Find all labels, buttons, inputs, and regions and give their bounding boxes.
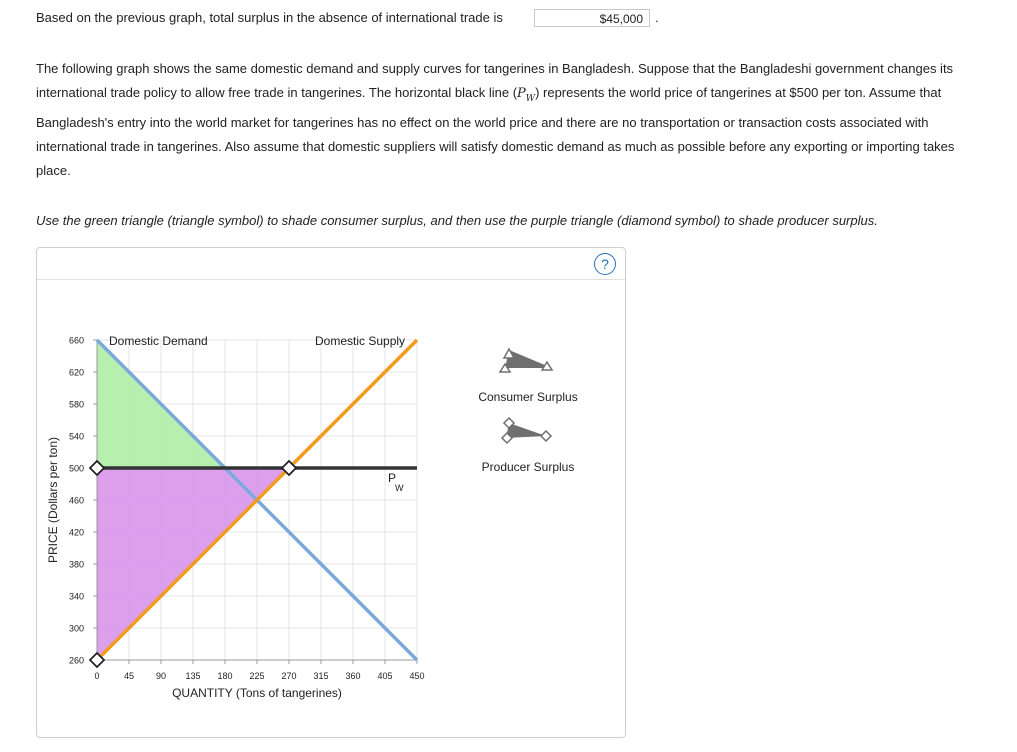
y-tick-label: 300 xyxy=(68,623,84,634)
x-tick-label: 270 xyxy=(281,671,297,681)
x-tick-label: 45 xyxy=(123,671,135,681)
x-tick-label: 135 xyxy=(185,671,201,681)
answer-box[interactable]: $45,000 xyxy=(534,9,650,27)
question-period: . xyxy=(655,10,659,25)
instruction-text: Use the green triangle (triangle symbol) to shade consumer surplus, and then use the purple triangle (diamond symbol) to shade producer surplus. xyxy=(36,213,878,228)
y-tick-label: 340 xyxy=(68,591,84,602)
x-axis-title: QUANTITY (Tons of tangerines) xyxy=(172,686,342,700)
x-tick-label: 180 xyxy=(217,671,233,681)
x-tick-label: 360 xyxy=(345,671,361,681)
help-icon[interactable]: ? xyxy=(594,253,616,275)
pw-symbol: P xyxy=(517,86,526,101)
y-tick-label: 380 xyxy=(68,559,84,570)
y-tick-label: 580 xyxy=(68,399,84,410)
x-tick-label: 405 xyxy=(377,671,393,681)
y-axis-title: PRICE (Dollars per ton) xyxy=(46,436,60,564)
x-tick-label: 0 xyxy=(94,671,100,681)
y-tick-label: 500 xyxy=(68,463,84,474)
y-tick-label: 660 xyxy=(68,335,84,346)
paragraph-part1: The following graph shows the same domestic demand and supply curves for tangerines in Bangladesh. Suppose that the Bangladeshi government changes its international trade policy to allow free trade in tangerines. The horizontal black line ( xyxy=(36,61,954,100)
world-price-label-sub: W xyxy=(395,483,404,493)
x-tick-label: 90 xyxy=(155,671,167,681)
demand-label: Domestic Demand xyxy=(109,334,208,348)
paragraph-part2: ) represents the world price of tangerines at $500 per ton. Assume that Bangladesh's entry into the world market for tangerines has no effect on the world price and there are no transportation or transaction costs associated with international trade in tangerines. Also assume that domestic suppliers will satisfy domestic demand as much as possible before any exporting or importing takes place. xyxy=(36,85,955,178)
consumer-surplus-tool-label: Consumer Surplus xyxy=(478,390,578,404)
world-price-label: P xyxy=(388,471,397,485)
x-tick-label: 315 xyxy=(313,671,329,681)
x-tick-label: 450 xyxy=(409,671,425,681)
pw-subscript: W xyxy=(525,93,536,104)
y-tick-label: 260 xyxy=(68,655,84,666)
supply-label: Domestic Supply xyxy=(315,334,406,348)
y-tick-label: 460 xyxy=(68,495,84,506)
x-tick-label: 225 xyxy=(249,671,265,681)
y-tick-label: 540 xyxy=(68,431,84,442)
y-tick-label: 420 xyxy=(68,527,84,538)
y-tick-label: 620 xyxy=(68,367,84,378)
question-prompt: Based on the previous graph, total surplus in the absence of international trade is xyxy=(36,10,503,25)
producer-surplus-tool-label: Producer Surplus xyxy=(481,460,575,474)
diamond-symbol-icon xyxy=(541,431,551,441)
